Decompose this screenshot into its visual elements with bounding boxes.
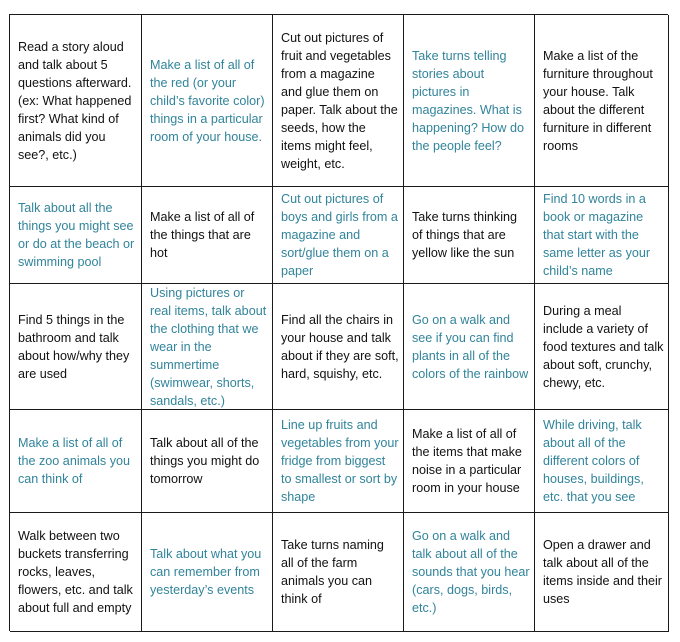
cell-text: While driving, talk about all of the different colors of houses, buildings, etc. that you see: [543, 418, 644, 504]
cell-text: Cut out pictures of fruit and vegetables from a magazine and glue them on paper. Talk about the seeds, how the items might feel, weight, etc.: [281, 30, 398, 171]
grid-cell: [535, 410, 669, 513]
cell-text: Make a list of the furniture throughout your house. Talk about the different furniture in different rooms: [543, 48, 653, 153]
cell-text: Read a story aloud and talk about 5 questions afterward. (ex: What happened first? What kind of animals did you see?, etc.): [18, 39, 132, 162]
cell-text: Take turns telling stories about pictures in magazines. What is happening? How do the people feel?: [412, 48, 525, 153]
grid-cell: [535, 15, 669, 187]
grid-cell: [273, 410, 404, 513]
cell-text: Using pictures or real items, talk about the clothing that we wear in the summertime (swimwear, shorts, sandals, etc.): [150, 285, 267, 408]
cell-text: Take turns thinking of things that are yellow like the sun: [412, 210, 518, 260]
grid-cell: [404, 284, 535, 410]
grid-cell: [10, 187, 142, 284]
grid-cell: [535, 513, 669, 632]
grid-cell: [404, 513, 535, 632]
cell-text: Take turns naming all of the farm animals you can think of: [281, 538, 384, 606]
cell-text: Go on a walk and see if you can find plants in all of the colors of the rainbow: [412, 312, 529, 381]
activity-grid: [9, 14, 668, 631]
cell-text: Cut out pictures of boys and girls from a magazine and sort/glue them on a paper: [281, 192, 398, 278]
cell-text: Line up fruits and vegetables from your fridge from biggest to smallest or sort by shape: [281, 418, 399, 504]
cell-text: During a meal include a variety of food textures and talk about soft, crunchy, chewy, etc.: [543, 303, 664, 390]
grid-cell: [10, 284, 142, 410]
cell-text: Make a list of all of the things that are hot: [150, 210, 255, 260]
grid-cell: [142, 15, 273, 187]
grid-cell: [404, 15, 535, 187]
grid-cell: [142, 284, 273, 410]
grid-cell: [404, 410, 535, 513]
cell-text: Find 5 things in the bathroom and talk about how/why they are used: [18, 312, 130, 381]
grid-cell: [142, 187, 273, 284]
grid-cell: [10, 513, 142, 632]
grid-cell: [273, 513, 404, 632]
cell-text: Find all the chairs in your house and talk about if they are soft, hard, squishy, etc.: [281, 312, 399, 381]
cell-text: Make a list of all of the zoo animals you can think of: [18, 436, 131, 486]
cell-text: Open a drawer and talk about all of the items inside and their uses: [543, 538, 663, 606]
cell-text: Go on a walk and talk about all of the sounds that you hear (cars, dogs, birds, etc.): [412, 529, 530, 615]
grid-cell: [10, 410, 142, 513]
grid-cell: [404, 187, 535, 284]
grid-cell: [142, 513, 273, 632]
cell-text: Talk about all of the things you might do tomorrow: [150, 436, 260, 486]
grid-cell: [535, 187, 669, 284]
cell-text: Make a list of all of the items that make noise in a particular room in your house: [412, 427, 522, 495]
grid-cell: [535, 284, 669, 410]
grid-cell: [273, 284, 404, 410]
grid-cell: [273, 15, 404, 187]
grid-cell: [142, 410, 273, 513]
cell-text: Talk about all the things you might see or do at the beach or swimming pool: [18, 201, 135, 269]
cell-text: Find 10 words in a book or magazine that start with the same letter as your child’s name: [543, 192, 651, 278]
cell-text: Walk between two buckets transferring rocks, leaves, flowers, etc. and talk about full and empty: [18, 529, 133, 615]
cell-text: Talk about what you can remember from yesterday’s events: [150, 547, 262, 597]
grid-cell: [10, 15, 142, 187]
grid-cell: [273, 187, 404, 284]
cell-text: Make a list of all of the red (or your child’s favorite color) things in a particular room of your house.: [150, 57, 265, 144]
